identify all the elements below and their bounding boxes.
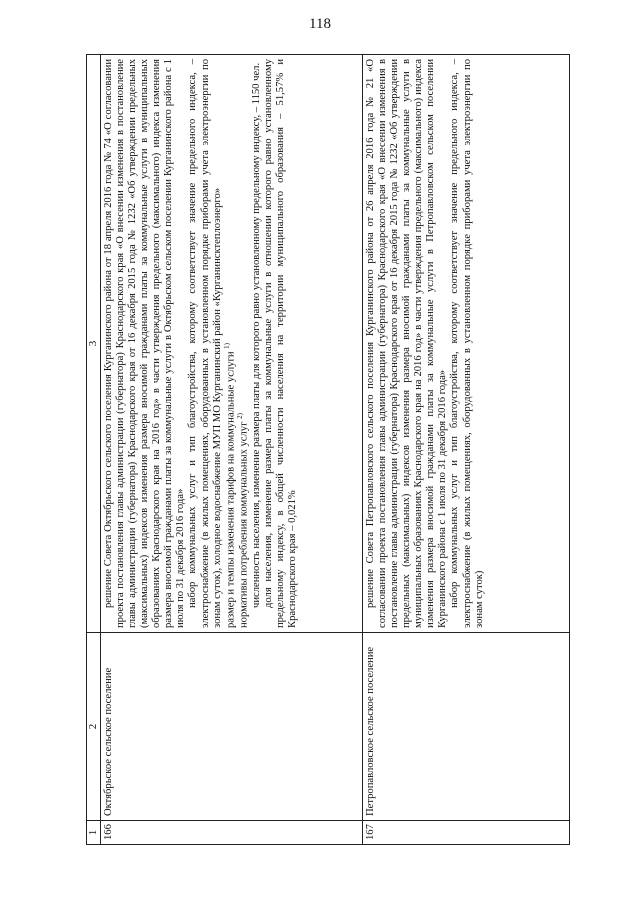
decisions-table — [86, 54, 570, 845]
norms-label: нормативы потребления коммунальных услуг — [238, 421, 250, 628]
tariff-text — [224, 59, 238, 628]
decision-cell — [101, 55, 363, 633]
share-text: доля населения, изменение размера платы за коммунальные услуги в отношении которого равно установленному предельному индексу, в общей численности населения на территории муниципального образования – 51,57% и Краснодарского края – 0,021% — [262, 59, 298, 628]
page-number: 118 — [309, 16, 331, 32]
decision-cell — [363, 55, 570, 633]
settlement-name: Октябрьское сельское поселение — [101, 633, 363, 821]
services-text: набор коммунальных услуг и тип благоустройства, которому соответствует значение предельного индекса, – электроснабжение (в жилых помещениях, оборудованных в установленном порядке приборами учета электроэнергии по зонам суток), холодное водоснабжение МУП МО Курганинский район «Курганинсктеплоэнерго» — [187, 59, 223, 628]
rotated-table-container — [86, 55, 570, 845]
table-row — [363, 55, 570, 845]
row-number: 167 — [363, 821, 570, 845]
row-number: 166 — [101, 821, 363, 845]
footnote-marker: 1) — [222, 343, 231, 349]
norms-text — [237, 59, 251, 628]
column-header-2: 2 — [87, 633, 101, 821]
table-header-row — [87, 55, 101, 845]
tariff-label: размер и темпы изменения тарифов на коммунальные услуги — [225, 351, 237, 628]
settlement-name: Петропавловское сельское поселение — [363, 633, 570, 821]
population-text: численность населения, изменение размера платы для которого равно установленному предельному индексу, – 1150 чел. — [250, 62, 262, 608]
column-header-3: 3 — [87, 55, 101, 633]
services-text: набор коммунальных услуг и тип благоустройства, которому соответствует значение предельного индекса, – электроснабжение (в жилых помещениях, оборудованных в установленном порядке приборами учета электроэнергии по зонам суток) — [449, 59, 485, 628]
footnote-marker: 2) — [236, 413, 245, 419]
column-header-1: 1 — [87, 821, 101, 845]
decision-text: решение Совета Октябрьского сельского поселения Курганинского района от 18 апреля 2016 года № 74 «О согласовании проекта постановления главы администрации (губернатора) Краснодарского края «О внесении изменения в постановление главы администрации (губернатора) Краснодарского края от 16 декабря 2015 года № 1232 «Об утверждении предельных (максимальных) индексов изменения размера вносимой гражданами платы за коммунальные услуги в муниципальных образованиях Краснодарского края на 2016 год» в части утверждения предельного (максимального) индекса изменения размера вносимой гражданами платы за коммунальные услуги в Октябрьском сельском поселении Курганинского района с 1 июля по 31 декабря 2016 года» — [103, 59, 187, 628]
table-row — [101, 55, 363, 845]
decision-text: решение Совета Петропавловского сельского поселения Курганинского района от 26 апреля 2016 года № 21 «О согласовании проекта постановления главы администрации (губернатора) Краснодарского края «О внесении изменения в постановление главы администрации (губернатора) Краснодарского края от 16 декабря 2015 года № 1232 «Об утверждении предельных (максимальных) индексов изменения размера вносимой гражданами платы за коммунальные услуги в муниципальных образованиях Краснодарского края на 2016 год» в части утверждения предельного (максимального) индекса изменения размера вносимой гражданами платы за коммунальные услуги в Петропавловском сельском поселении Курганинского района с 1 июля по 31 декабря 2016 года» — [365, 59, 449, 628]
